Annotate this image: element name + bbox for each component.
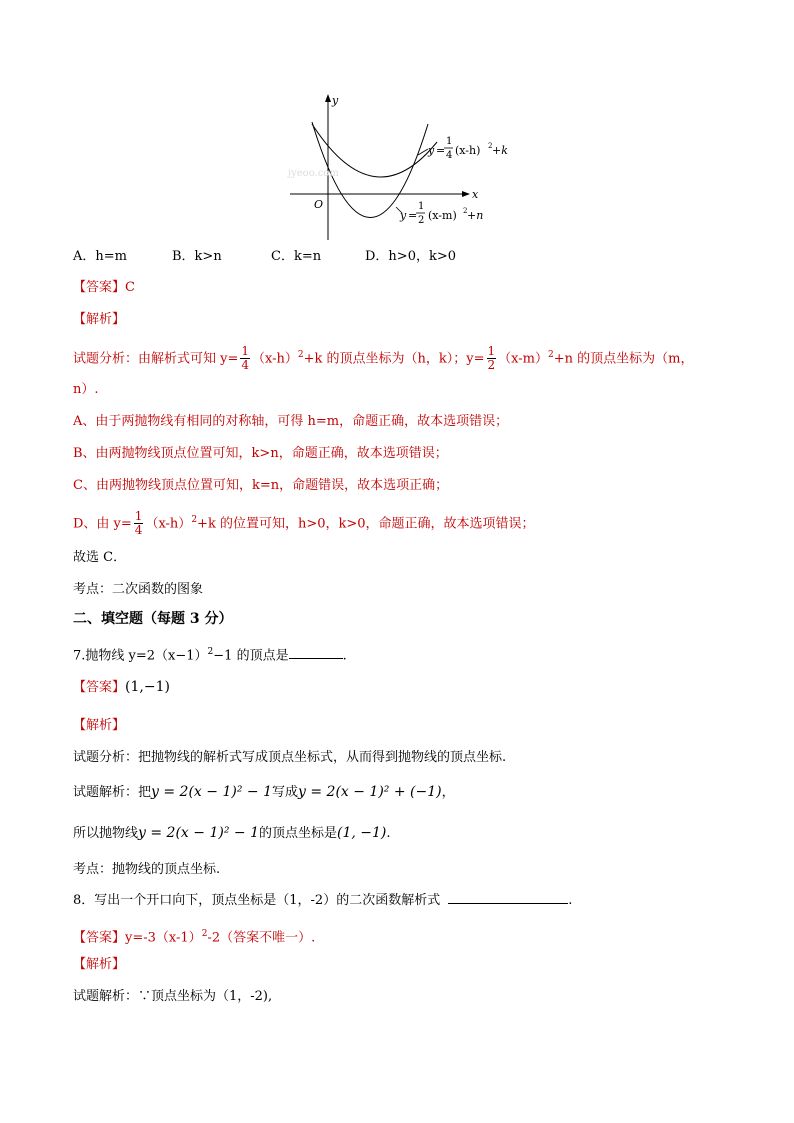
q6-option-d-explanation [73,507,535,538]
option-d: D．h>0，k>0 [365,249,457,264]
q8-analysis-tag: 【解析】 [73,957,126,972]
frac-num: 1 [241,344,250,359]
fraction-1-2 [487,345,497,372]
text: 试题分析：由解析式可知 y= [73,351,239,367]
answer-value: (1,−1) [125,679,170,695]
answer-tag: 【答案】 [73,280,126,295]
q7-answer [73,678,170,697]
text: 的顶点坐标是 [258,826,337,841]
q6-analysis-line-1 [73,342,694,373]
text: . [568,893,573,908]
option-b: B．k>n [172,249,222,264]
curve-1-label-tail: +k [492,144,508,157]
text: 8．写出一个开口向下，顶点坐标是（1，-2）的二次函数解析式 [73,893,441,908]
q7-stem [73,643,347,665]
fraction-1-4 [240,345,250,372]
answer-value: C [125,280,135,295]
text: +n 的顶点坐标为（m， [553,351,694,367]
q7-analysis: 试题分析：把抛物线的解析式写成顶点坐标式，从而得到抛物线的顶点坐标. [73,750,507,765]
text: −1 的顶点是 [213,648,289,664]
frac-den: 4 [134,523,143,538]
math-expr: y = 2(x − 1)² − 1 [151,784,272,800]
section-title: 二、填空题（每题 3 分） [73,611,233,627]
text: +k 的顶点坐标为（h，k）；y= [303,351,485,367]
q7-analysis-tag: 【解析】 [73,718,126,733]
curve-2-label-tail: +n [467,209,484,222]
q8-stem [73,892,572,910]
superscript: 2 [201,929,208,939]
q6-conclusion: 故选 C． [73,550,127,565]
curve-1-label-rest: (x-h) [455,144,481,157]
curve-1-label-num: 1 [446,136,453,147]
q7-point: 考点：抛物线的顶点坐标. [73,862,221,877]
q6-option-c-explanation: C、由两抛物线顶点位置可知，k=n，命题错误，故本选项正确； [73,478,449,493]
curve-2-label-exp: 2 [463,207,468,215]
options-row [73,248,456,266]
q6-point: 考点：二次函数的图象 [73,582,204,597]
curve-2-label-y: y [400,209,407,222]
answer-tag: 【答案】 [73,930,126,946]
text: （x-h） [145,516,192,532]
x-axis-arrow [462,191,470,197]
curve-1-label-y: y [428,144,435,157]
text: . [386,826,391,841]
y-axis-label: y [332,94,339,107]
answer-blank[interactable] [289,658,343,659]
fraction-1-4 [134,510,144,537]
q8-answer [73,925,315,947]
origin-label: O [314,198,324,211]
text: . [342,648,347,664]
text: 写成 [271,785,298,800]
text: -2（答案不唯一）. [207,930,316,946]
curve-2-label-den: 2 [418,215,425,226]
parabola-graph [282,92,522,242]
frac-num: 1 [134,509,143,524]
answer-tag: 【答案】 [73,680,126,695]
q6-analysis-line-2: n）. [73,382,99,397]
q6-answer [73,279,135,297]
option-a: A．h=m [73,249,127,264]
superscript: 2 [297,350,304,360]
text: （x-h） [252,351,298,367]
curve-1-label-den: 4 [446,150,453,161]
frac-den: 2 [487,358,496,373]
q6-analysis-tag: 【解析】 [73,312,126,327]
frac-den: 4 [241,358,250,373]
superscript: 2 [207,647,214,657]
text: ， [441,785,455,800]
text: （x-m） [498,351,548,367]
curve-1-label-exp: 2 [488,142,493,150]
text: y=-3（x-1） [125,930,202,946]
text: 所以抛物线 [73,826,139,841]
text: 7.抛物线 y=2（x−1） [73,648,208,664]
math-expr: (1, −1) [337,825,387,841]
q7-solve [73,783,455,802]
superscript: 2 [191,515,198,525]
q7-so [73,824,391,843]
curve-2-label-rest: (x-m) [428,209,457,222]
curve-2-label-num: 1 [418,201,425,212]
q6-option-a-explanation: A、由于两抛物线有相同的对称轴，可得 h=m，命题正确，故本选项错误； [73,414,509,429]
watermark: jyeoo.com [288,168,339,179]
frac-num: 1 [487,344,496,359]
q6-option-b-explanation: B、由两抛物线顶点位置可知，k>n，命题正确，故本选项错误； [73,446,448,461]
curve-1-label-eq: = [436,144,446,157]
text: 试题解析：把 [73,785,152,800]
q8-solve: 试题解析：∵顶点坐标为（1，-2), [73,989,273,1004]
y-axis-arrow [325,94,331,102]
x-axis-label: x [472,188,479,201]
text: D、由 y= [73,516,132,532]
superscript: 2 [547,350,554,360]
curve-2-label-eq: = [408,209,418,222]
math-expr: y = 2(x − 1)² − 1 [138,825,259,841]
text: +k 的位置可知，h>0，k>0，命题正确，故本选项错误； [197,516,535,532]
answer-blank[interactable] [448,903,568,904]
option-c: C．k=n [271,249,322,264]
math-expr: y = 2(x − 1)² + (−1) [298,784,442,800]
